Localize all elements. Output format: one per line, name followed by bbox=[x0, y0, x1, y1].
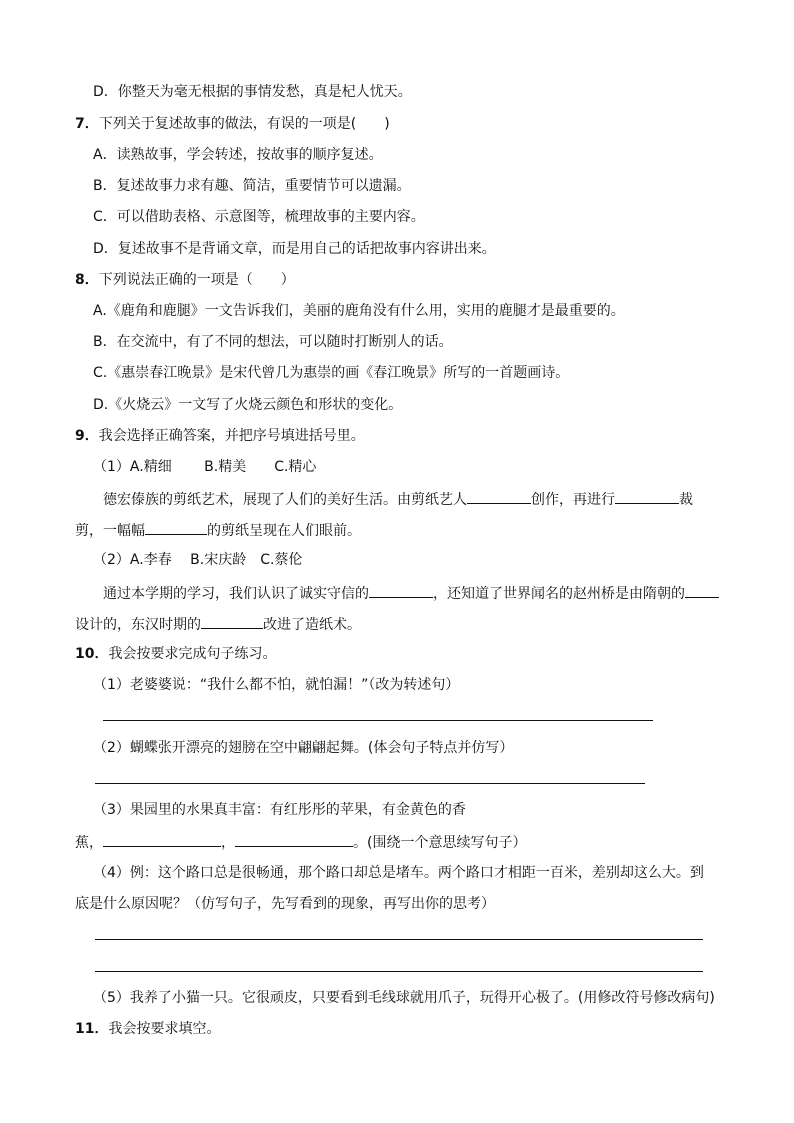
q11-stem-text: 我会按要求填空。 bbox=[108, 1021, 221, 1037]
q9-blank-5[interactable] bbox=[685, 583, 719, 598]
q10-answer-line-1[interactable] bbox=[103, 720, 653, 721]
q8-option-a: A.《鹿角和鹿腿》一文告诉我们，美丽的鹿角没有什么用，实用的鹿腿才是最重要的。 bbox=[93, 303, 625, 319]
q10-sentence-4a: （4）例：这个路口总是很畅通，那个路口却总是堵车。两个路口才相距一百米，差别却这么大。到 bbox=[93, 865, 704, 881]
q10-s3b-start: 蕉， bbox=[75, 835, 103, 851]
q9-part1-text-e: 的剪纸呈现在人们眼前。 bbox=[207, 523, 361, 539]
q9-blank-2[interactable] bbox=[615, 489, 679, 504]
q10-number: 10． bbox=[75, 646, 109, 662]
q9-part1-text-line2 bbox=[75, 520, 361, 540]
q9-part2-text-d: 改进了造纸术。 bbox=[263, 617, 361, 633]
q9-part1-choices: （1）A.精细 B.精美 C.精心 bbox=[93, 459, 317, 475]
q10-answer-line-3[interactable] bbox=[95, 939, 703, 940]
q9-stem-text: 我会选择正确答案，并把序号填进括号里。 bbox=[98, 428, 365, 444]
q9-blank-1[interactable] bbox=[467, 489, 531, 504]
q9-part2-text-c: 设计的，东汉时期的 bbox=[75, 617, 201, 633]
q9-stem bbox=[75, 427, 365, 445]
q9-part2-text-b: ，还知道了世界闻名的赵州桥是由隋朝的 bbox=[433, 586, 685, 602]
q6-option-d: D．你整天为毫无根据的事情发愁，真是杞人忧天。 bbox=[93, 84, 412, 100]
q8-stem-text: 下列说法正确的一项是（ ） bbox=[98, 272, 295, 288]
q9-part1-text-b: 创作，再进行 bbox=[531, 492, 615, 508]
q7-stem-text: 下列关于复述故事的做法，有误的一项是( ) bbox=[98, 116, 390, 132]
q9-part2-choices: （2）A.李春 B.宋庆龄 C.蔡伦 bbox=[93, 552, 303, 568]
q7-number: 7． bbox=[75, 116, 99, 132]
q7-option-c: C．可以借助表格、示意图等，梳理故事的主要内容。 bbox=[93, 209, 425, 225]
q9-part2-text-line1 bbox=[103, 583, 719, 603]
q10-sentence-1: （1）老婆婆说：“我什么都不怕，就怕漏！”（改为转述句） bbox=[93, 677, 460, 693]
q9-number: 9． bbox=[75, 428, 99, 444]
q7-option-a: A．读熟故事，学会转述，按故事的顺序复述。 bbox=[93, 147, 383, 163]
q10-sentence-2: （2）蝴蝶张开漂亮的翅膀在空中翩翩起舞。(体会句子特点并仿写） bbox=[93, 740, 514, 756]
q9-part2-text-a: 通过本学期的学习，我们认识了诚实守信的 bbox=[103, 586, 369, 602]
q7-option-d: D．复述故事不是背诵文章，而是用自己的话把故事内容讲出来。 bbox=[93, 241, 496, 257]
q9-blank-3[interactable] bbox=[145, 520, 207, 535]
q8-number: 8． bbox=[75, 272, 99, 288]
q9-part2-text-line2 bbox=[75, 614, 361, 634]
q7-stem bbox=[75, 115, 390, 133]
q10-blank-1[interactable] bbox=[103, 832, 221, 847]
q7-option-b: B．复述故事力求有趣、简洁，重要情节可以遗漏。 bbox=[93, 178, 411, 194]
q11-stem bbox=[75, 1020, 220, 1038]
q9-part1-text-d: 剪，一幅幅 bbox=[75, 523, 145, 539]
q10-sentence-4b: 底是什么原因呢？（仿写句子，先写看到的现象，再写出你的思考） bbox=[75, 896, 495, 912]
q9-blank-4[interactable] bbox=[369, 583, 433, 598]
q10-sentence-3b bbox=[75, 832, 526, 852]
q10-s3b-mid: ， bbox=[221, 835, 235, 851]
q10-blank-2[interactable] bbox=[235, 832, 353, 847]
q8-stem bbox=[75, 271, 295, 289]
q9-part1-text-a: 德宏傣族的剪纸艺术，展现了人们的美好生活。由剪纸艺人 bbox=[103, 492, 467, 508]
q10-answer-line-2[interactable] bbox=[95, 783, 645, 784]
q10-stem bbox=[75, 645, 276, 663]
q10-sentence-5: （5）我养了小猫一只。它很顽皮，只要看到毛线球就用爪子，玩得开心极了。(用修改符号修改病句) bbox=[93, 990, 715, 1006]
q9-blank-6[interactable] bbox=[201, 614, 263, 629]
q8-option-b: B．在交流中，有了不同的想法，可以随时打断别人的话。 bbox=[93, 334, 453, 350]
q9-part1-text-c: 裁 bbox=[679, 492, 693, 508]
q10-s3b-end: 。(围绕一个意思续写句子） bbox=[353, 835, 527, 851]
q11-number: 11． bbox=[75, 1021, 109, 1037]
q10-stem-text: 我会按要求完成句子练习。 bbox=[108, 646, 277, 662]
q8-option-d: D.《火烧云》一文写了火烧云颜色和形状的变化。 bbox=[93, 397, 403, 413]
q9-part1-text-line1 bbox=[103, 489, 693, 509]
q10-sentence-3a: （3）果园里的水果真丰富：有红彤彤的苹果，有金黄色的香 bbox=[93, 802, 466, 818]
q8-option-c: C.《惠崇春江晚景》是宋代曾几为惠崇的画《春江晚景》所写的一首题画诗。 bbox=[93, 365, 570, 381]
q10-answer-line-4[interactable] bbox=[95, 971, 703, 972]
